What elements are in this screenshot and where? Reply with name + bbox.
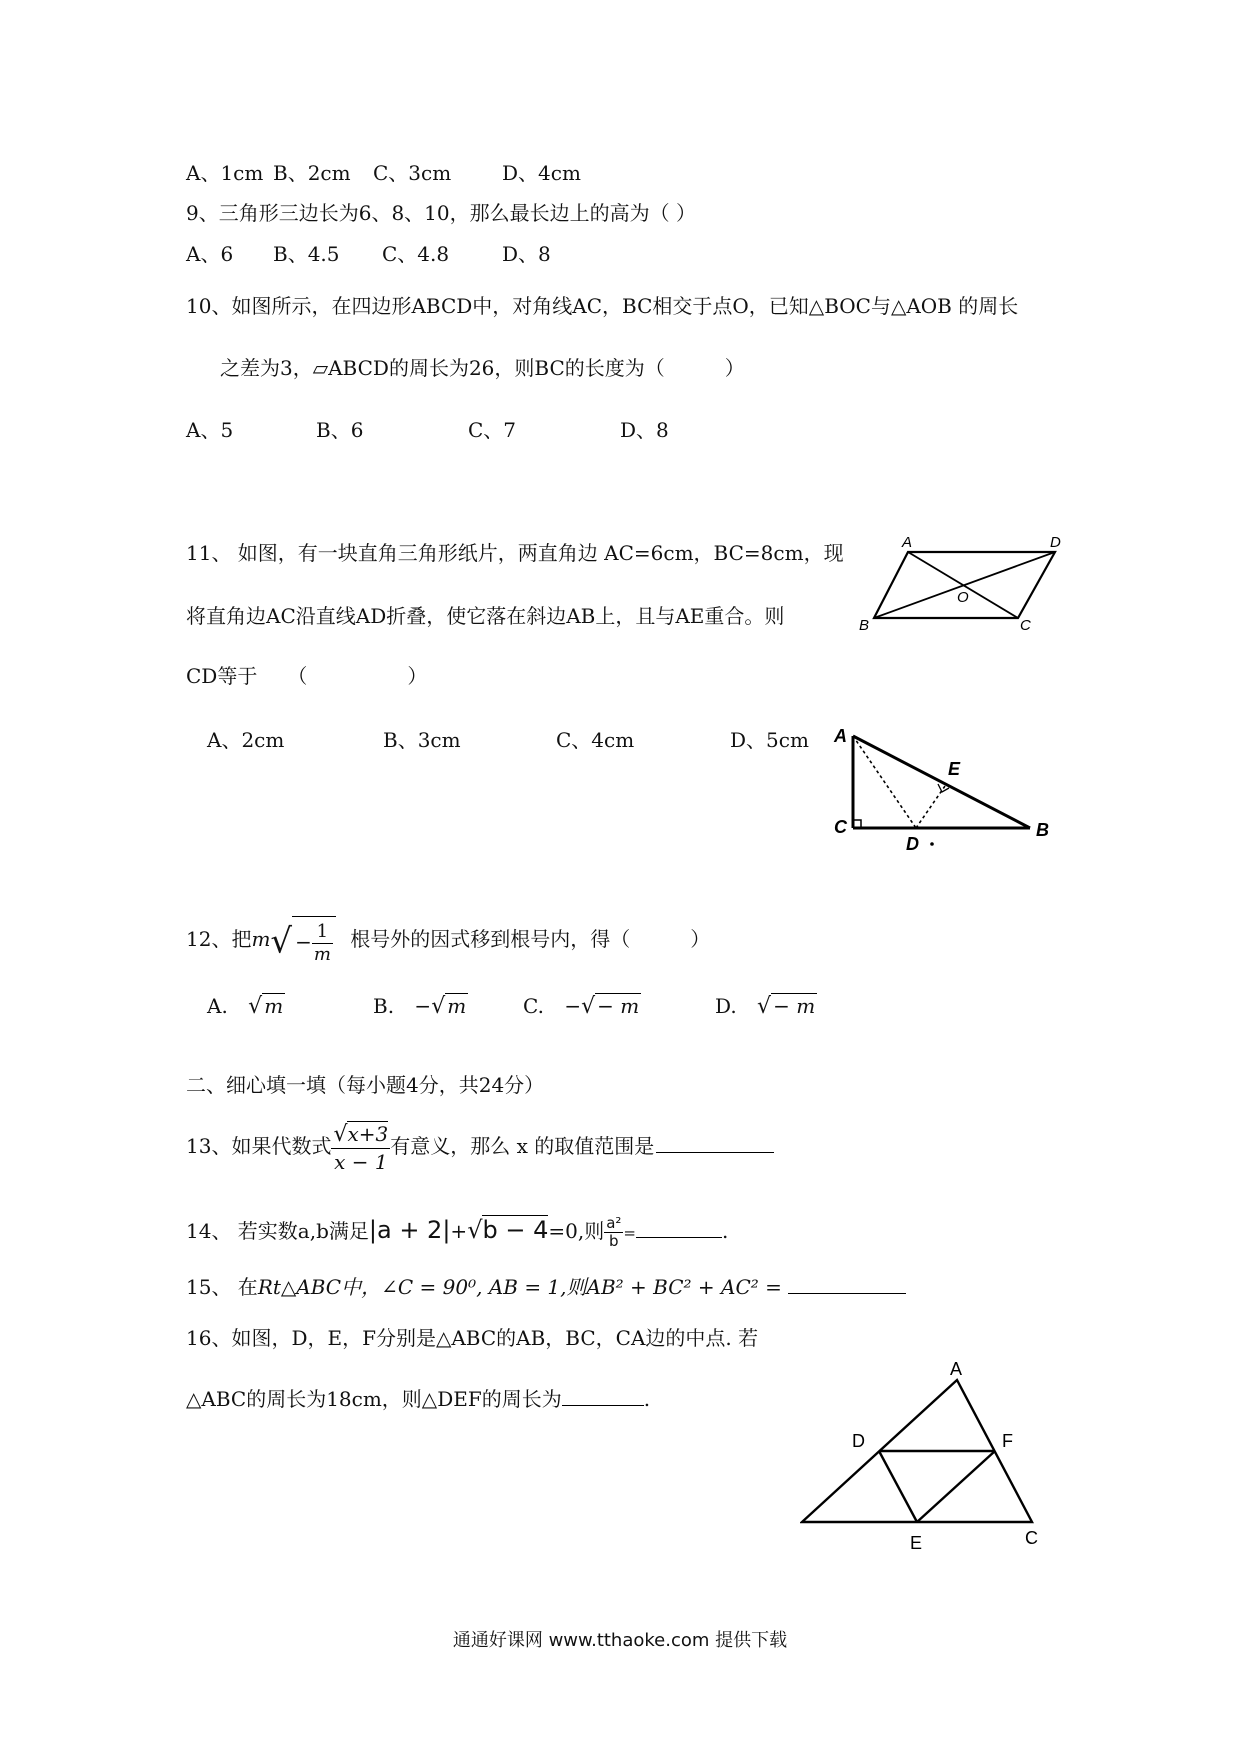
q10-line1: 10、如图所示，在四边形ABCD中，对角线AC，BC相交于点O，已知△BOC与△AOB 的周长	[186, 294, 1019, 318]
footer-source: 通通好课网 www.tthaoke.com 提供下载	[452, 1630, 788, 1651]
q12-prefix: 12、把	[186, 927, 252, 951]
q8-option-d: D、4cm	[502, 161, 581, 185]
q8-option-a: A、1cm	[186, 161, 264, 185]
q12-den-m: m	[313, 943, 331, 965]
q11-option-a: A、2cm	[207, 728, 285, 752]
q12-one: 1	[312, 921, 333, 944]
label-a: A	[902, 534, 913, 551]
section2-heading: 二、细心填一填（每小题4分，共24分）	[186, 1073, 545, 1097]
q12-suffix: 根号外的因式移到根号内，得（ ）	[350, 927, 711, 951]
label-d: D	[1050, 534, 1061, 551]
q11-option-c: C、4cm	[556, 728, 635, 752]
q12-option-a: A. √ m	[207, 994, 284, 1019]
q11-line3: CD等于 （ ）	[186, 664, 428, 688]
q16-line1: 16、如图，D，E，F分别是△ABC的AB，BC，CA边的中点. 若	[186, 1326, 759, 1350]
q8-option-c: C、3cm	[373, 161, 452, 185]
q9-stem: 9、三角形三边长为6、8、10，那么最长边上的高为（ ）	[186, 201, 696, 225]
q9-option-a: A、6	[186, 242, 234, 266]
label-d: D	[852, 1431, 865, 1451]
q9-option-d: D、8	[502, 242, 551, 266]
q16-line2: △ABC的周长为18cm，则△DEF的周长为 .	[186, 1387, 651, 1411]
label-c: C	[1020, 617, 1031, 632]
label-a: A	[950, 1360, 963, 1379]
q10-option-a: A、5	[186, 418, 234, 442]
q14-stem: 14、 若实数a,b满足|a + 2|+√b − 4=0,则 $\frac{\text{a²}}{b}$ = .	[186, 1214, 729, 1250]
q15-stem: 15、 在Rt△ABC中，∠C = 90⁰, AB = 1,则AB² + BC² + AC² =	[186, 1273, 906, 1300]
q11-option-b: B、3cm	[383, 728, 461, 752]
q12-m: m	[251, 927, 271, 951]
q11-line1: 11、 如图，有一块直角三角形纸片，两直角边 AC=6cm，BC=8cm，现	[186, 541, 844, 565]
q15-answer-blank[interactable]	[788, 1273, 906, 1294]
label-a: A	[834, 726, 847, 746]
label-b: B	[859, 617, 870, 632]
parallelogram-figure	[850, 532, 1070, 632]
q10-line2: 之差为3，▱ABCD的周长为26，则BC的长度为（ ）	[220, 356, 745, 380]
label-c: C	[1025, 1528, 1038, 1548]
label-e: E	[948, 759, 961, 779]
q12-option-d: D. √ − m	[715, 994, 816, 1019]
q12-option-b: B. −√ m	[373, 994, 467, 1019]
label-d: D	[906, 834, 919, 854]
q11-option-d: D、5cm	[730, 728, 809, 752]
label-b: B	[1036, 820, 1049, 840]
label-f: F	[1002, 1431, 1013, 1451]
q13-fraction: $\frac{√x+3}{x - 1}$	[333, 1121, 389, 1174]
q12-minus: −	[295, 929, 312, 954]
q10-option-b: B、6	[316, 418, 364, 442]
right-triangle-figure	[828, 718, 1068, 858]
label-c: C	[834, 817, 847, 837]
midpoint-triangle-figure	[800, 1360, 1070, 1560]
q13-stem: 13、如果代数式 $\frac{√x+3}{x - 1}$ 有意义，那么 x 的取值范围是	[186, 1118, 774, 1174]
q12-stem	[186, 914, 710, 964]
q9-option-c: C、4.8	[382, 242, 450, 266]
q16-answer-blank[interactable]	[562, 1385, 644, 1406]
q11-line2: 将直角边AC沿直线AD折叠，使它落在斜边AB上，且与AE重合。则	[186, 604, 785, 628]
q9-option-b: B、4.5	[273, 242, 340, 266]
q12-sqrt: √ − $\frac{1}{m}$	[270, 915, 336, 967]
q12-option-c: C. −√ − m	[523, 994, 640, 1019]
q10-option-c: C、7	[468, 418, 517, 442]
q13-answer-blank[interactable]	[656, 1132, 774, 1153]
label-o: O	[957, 589, 969, 606]
q14-abs: |a + 2|	[368, 1216, 451, 1244]
label-e: E	[910, 1533, 923, 1553]
q14-answer-blank[interactable]	[636, 1217, 722, 1238]
q10-option-d: D、8	[620, 418, 669, 442]
q8-option-b: B、2cm	[273, 161, 351, 185]
